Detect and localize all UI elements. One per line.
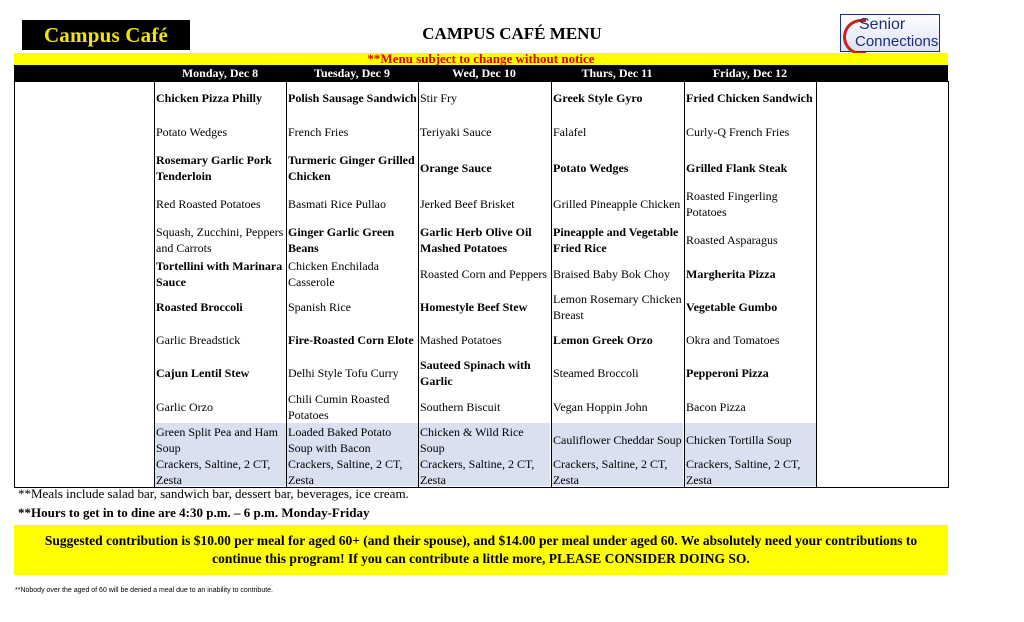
menu-item: Potato Wedges (156, 124, 228, 139)
meals-include-note: **Meals include salad bar, sandwich bar, dessert bar, beverages, ice cream. (18, 486, 409, 501)
menu-item: Southern Biscuit (420, 399, 501, 414)
senior-connections-logo (840, 14, 940, 52)
day-header-4: Friday, Dec 12 (712, 66, 788, 80)
menu-item: Stir Fry (420, 90, 458, 105)
menu-item: Polish Sausage Sandwich (288, 90, 417, 105)
menu-item: Roasted Corn and Peppers (420, 266, 547, 281)
menu-item: Potato Wedges (553, 160, 629, 175)
dining-hours-note: **Hours to get in to dine are 4:30 p.m. – 6 p.m. Monday-Friday (18, 505, 370, 520)
menu-item: Crackers, Saltine, 2 CT, Zesta (420, 456, 535, 487)
menu-item: Crackers, Saltine, 2 CT, Zesta (686, 456, 801, 487)
menu-item: Orange Sauce (420, 160, 492, 175)
menu-item: Steamed Broccoli (553, 366, 639, 380)
menu-item: Garlic Breadstick (156, 332, 241, 347)
menu-item: Jerked Beef Brisket (420, 197, 515, 211)
logo-line-2: Connections (855, 33, 939, 50)
day-header-1: Tuesday, Dec 9 (314, 66, 390, 80)
menu-item: Chicken Tortilla Soup (686, 432, 792, 447)
menu-item: Cauliflower Cheddar Soup (553, 432, 682, 447)
contribution-banner (14, 525, 948, 575)
menu-item: Okra and Tomatoes (686, 332, 780, 347)
menu-item: French Fries (288, 124, 349, 139)
menu-item: Falafel (553, 124, 587, 139)
menu-item: Green Split Pea and Ham Soup (156, 424, 278, 455)
menu-item: Ginger Garlic Green Beans (288, 224, 395, 255)
menu-item: Vegetable Gumbo (686, 299, 778, 314)
menu-item: Garlic Orzo (156, 399, 213, 414)
menu-item: Pineapple and Vegetable Fried Rice (553, 224, 679, 255)
menu-item: Crackers, Saltine, 2 CT, Zesta (288, 456, 403, 487)
menu-item: Spanish Rice (288, 299, 351, 314)
campus-cafe-logo-text: Campus Café (43, 22, 169, 47)
menu-item: Bacon Pizza (686, 399, 746, 414)
menu-item: Crackers, Saltine, 2 CT, Zesta (553, 456, 668, 487)
day-header-2: Wed, Dec 10 (452, 66, 516, 80)
fine-print: **Nobody over the aged of 60 will be denied a meal due to an inability to contribute. (15, 587, 274, 594)
menu-item: Lemon Greek Orzo (553, 332, 653, 347)
column-divider (816, 81, 817, 487)
menu-change-notice: **Menu subject to change without notice (14, 53, 948, 65)
contribution-text: Suggested contribution is $10.00 per meal for aged 60+ (and their spouse), and $14.00 per meal under aged 60. We absolutely need your contributions to continue this program! If you can contribute a little more, PLEASE CONSIDER DOING SO. (44, 533, 918, 566)
menu-item: Pepperoni Pizza (686, 366, 769, 380)
menu-item: Margherita Pizza (686, 266, 776, 281)
menu-item: Fried Chicken Sandwich (686, 90, 813, 105)
menu-item: Curly-Q French Fries (686, 124, 790, 139)
menu-item: Fire-Roasted Corn Elote (288, 332, 414, 347)
menu-item: Grilled Flank Steak (686, 160, 788, 175)
day-header-0: Monday, Dec 8 (181, 66, 259, 80)
logo-line-1: Senior (859, 16, 906, 33)
menu-item: Garlic Herb Olive Oil Mashed Potatoes (420, 224, 532, 255)
menu-item: Chicken Enchilada Casserole (288, 258, 379, 289)
menu-item: Rosemary Garlic Pork Tenderloin (156, 152, 272, 183)
menu-item: Squash, Zucchini, Peppers and Carrots (156, 224, 284, 255)
menu-item: Roasted Asparagus (686, 232, 778, 247)
menu-item: Crackers, Saltine, 2 CT, Zesta (156, 456, 271, 487)
menu-item: Mashed Potatoes (420, 332, 502, 347)
menu-item: Grilled Pineapple Chicken (553, 197, 681, 211)
day-header-3: Thurs, Dec 11 (581, 66, 653, 80)
menu-item: Teriyaki Sauce (420, 124, 492, 139)
menu-item: Greek Style Gyro (553, 90, 643, 105)
menu-item: Roasted Fingerling Potatoes (686, 189, 778, 219)
menu-item: Chicken & Wild Rice Soup (420, 424, 524, 455)
menu-item: Sauteed Spinach with Garlic (420, 358, 531, 388)
menu-item: Basmati Rice Pullao (288, 197, 386, 211)
menu-item: Turmeric Ginger Grilled Chicken (288, 152, 415, 183)
menu-item: Lemon Rosemary Chicken Breast (553, 291, 682, 322)
menu-item: Homestyle Beef Stew (420, 299, 528, 314)
menu-item: Delhi Style Tofu Curry (288, 366, 399, 380)
menu-item: Vegan Hoppin John (553, 399, 648, 414)
menu-item: Chili Cumin Roasted Potatoes (288, 391, 390, 422)
page-title: CAMPUS CAFÉ MENU (422, 24, 602, 43)
menu-item: Tortellini with Marinara Sauce (156, 258, 283, 289)
menu-item: Roasted Broccoli (156, 299, 243, 314)
menu-item: Braised Baby Bok Choy (553, 266, 670, 281)
menu-item: Red Roasted Potatoes (156, 197, 261, 211)
menu-item: Cajun Lentil Stew (156, 366, 250, 380)
menu-item: Loaded Baked Potato Soup with Bacon (288, 424, 392, 455)
menu-item: Chicken Pizza Philly (156, 90, 262, 105)
